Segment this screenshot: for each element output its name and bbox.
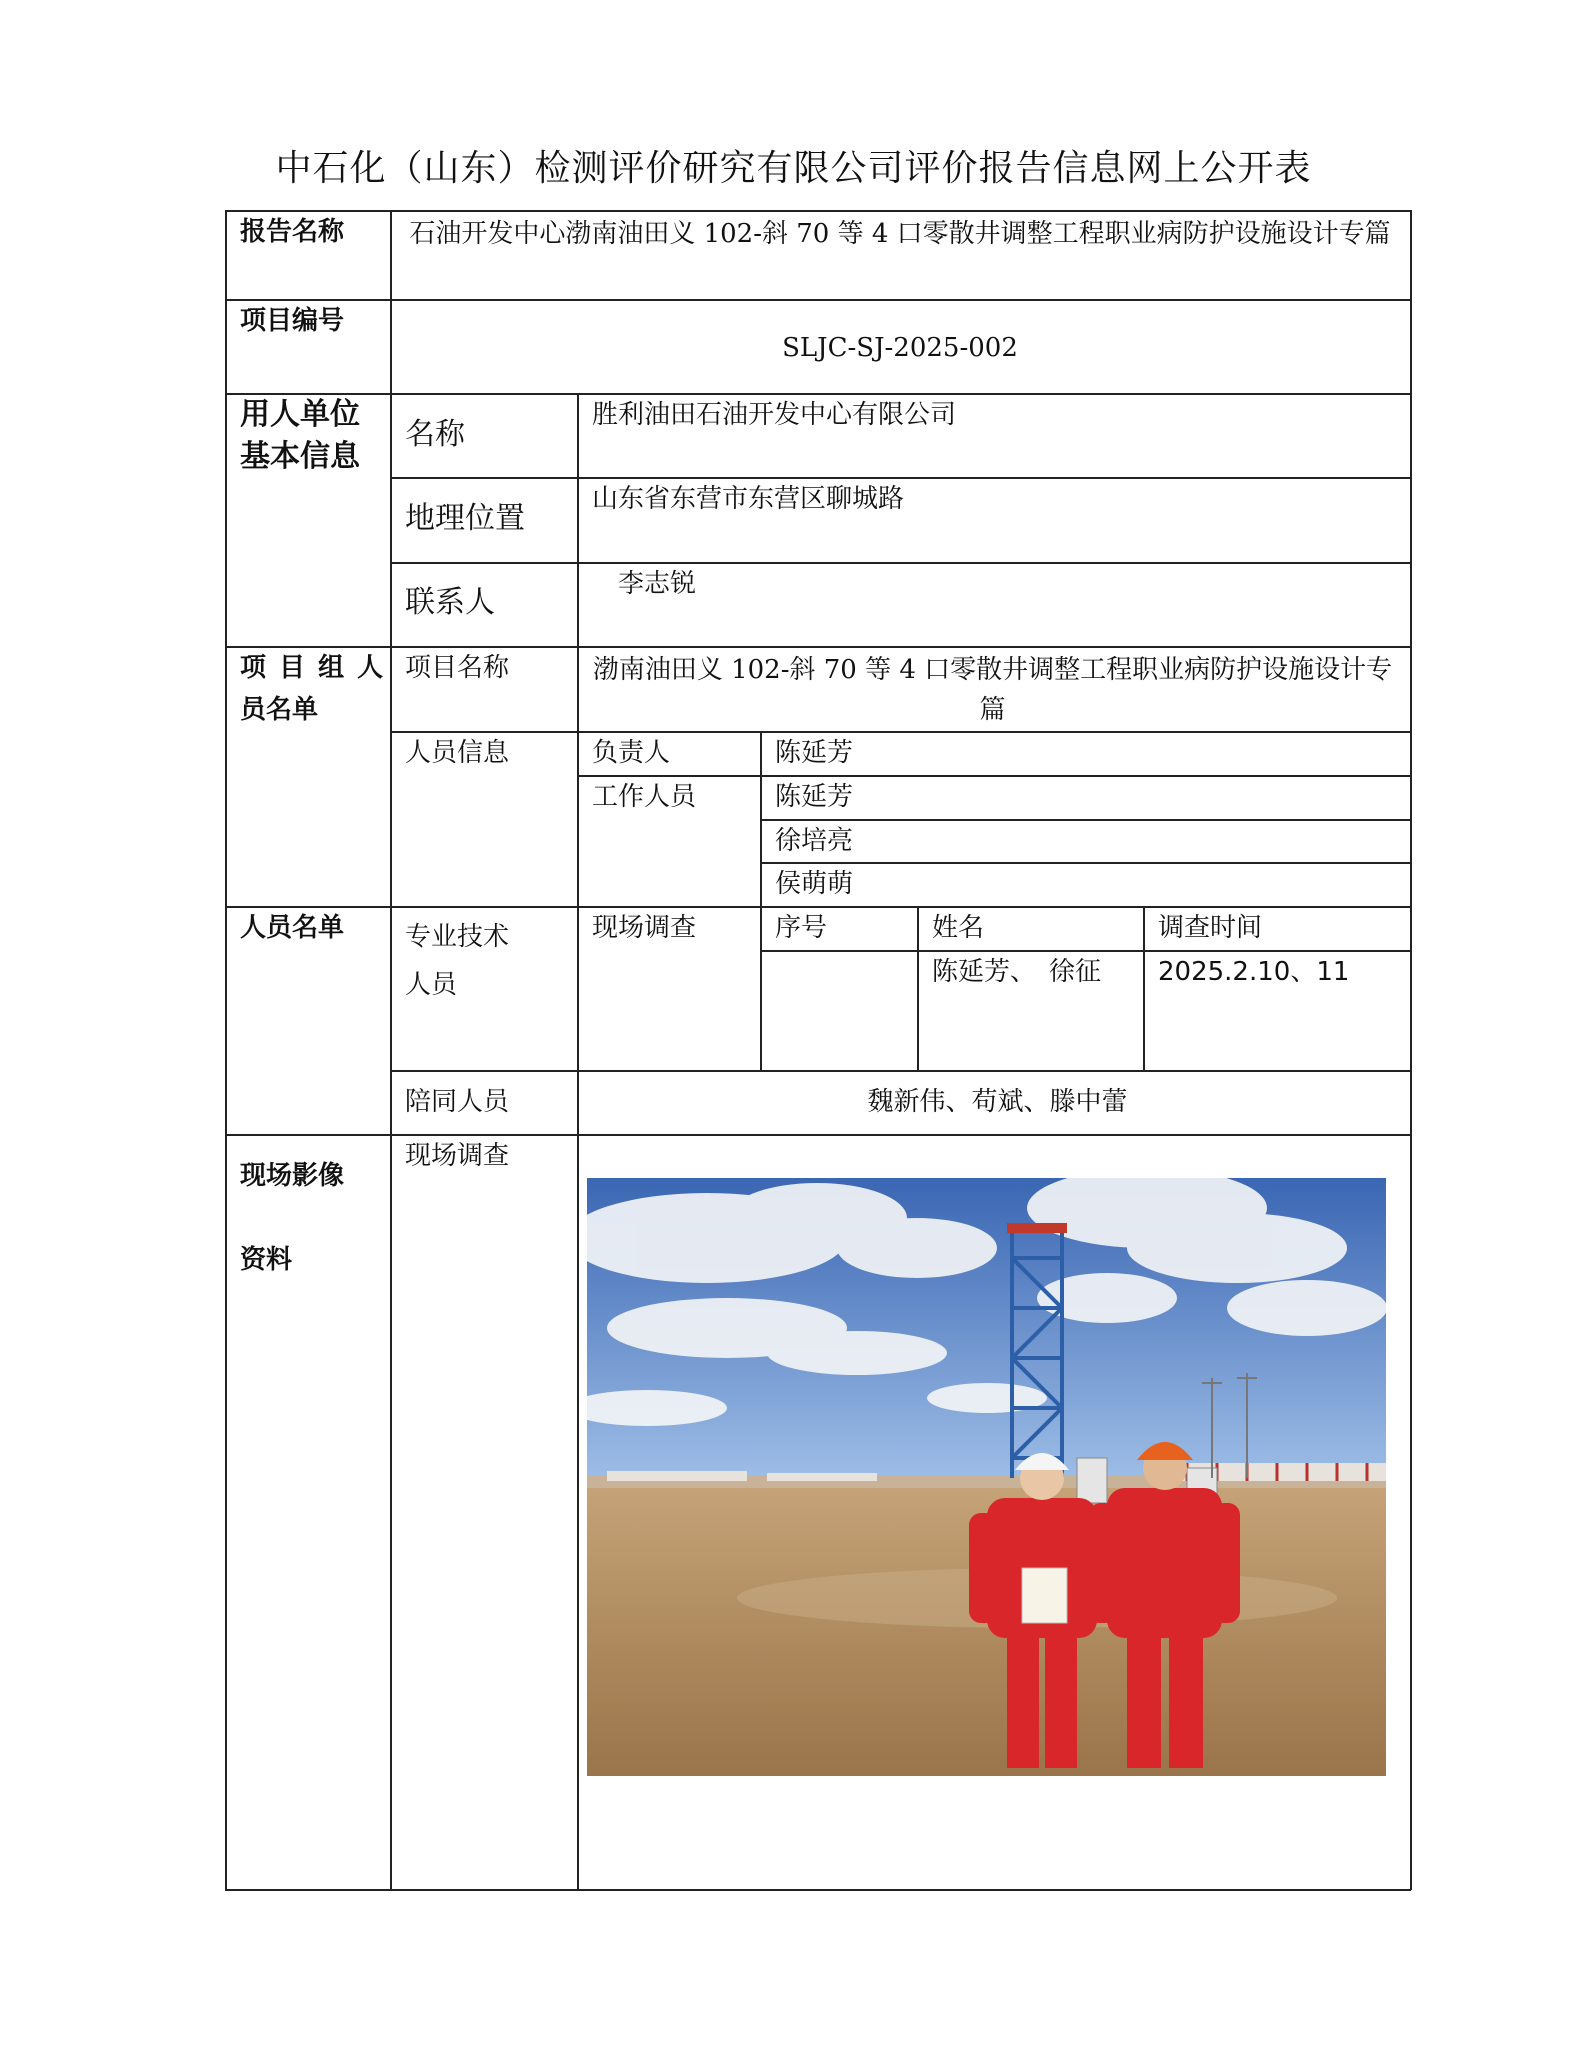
worker-item: 徐培亮 bbox=[775, 826, 854, 856]
site-survey-photo bbox=[587, 1178, 1386, 1776]
images-label-line1: 现场影像 bbox=[240, 1161, 345, 1191]
employer-location-label: 地理位置 bbox=[405, 501, 525, 536]
employer-name-value: 胜利油田石油开发中心有限公司 bbox=[592, 400, 957, 430]
worker-item: 陈延芳 bbox=[775, 782, 854, 812]
team-label-line2: 员名单 bbox=[240, 695, 319, 725]
col-name-header: 姓名 bbox=[932, 913, 985, 943]
leader-value: 陈延芳 bbox=[775, 738, 854, 768]
team-project-name-label: 项目名称 bbox=[405, 653, 510, 683]
col-seq-header: 序号 bbox=[775, 913, 828, 943]
survey-label: 现场调查 bbox=[592, 913, 697, 943]
staff-info-label: 人员信息 bbox=[405, 738, 510, 768]
accompany-value: 魏新伟、苟斌、滕中蕾 bbox=[867, 1087, 1128, 1117]
team-label-line1: 项 目 组 人 bbox=[240, 653, 386, 683]
employer-label-line2: 基本信息 bbox=[240, 439, 360, 474]
worker-item: 侯萌萌 bbox=[775, 869, 854, 899]
images-survey-label: 现场调查 bbox=[405, 1141, 510, 1171]
project-no-value: SLJC-SJ-2025-002 bbox=[782, 333, 1018, 363]
report-name-label: 报告名称 bbox=[240, 217, 345, 247]
page-title: 中石化（山东）检测评价研究有限公司评价报告信息网上公开表 bbox=[275, 148, 1312, 189]
team-project-name-value: 渤南油田义 102-斜 70 等 4 口零散井调整工程职业病防护设施设计专篇 bbox=[592, 655, 1393, 725]
workers-label: 工作人员 bbox=[592, 782, 697, 812]
accompany-label: 陪同人员 bbox=[405, 1087, 510, 1117]
employer-contact-label: 联系人 bbox=[405, 585, 495, 620]
personnel-label: 人员名单 bbox=[240, 913, 345, 943]
tech-label-line2: 人员 bbox=[405, 970, 458, 1000]
col-time-header: 调查时间 bbox=[1158, 913, 1263, 943]
row-time: 2025.2.10、11 bbox=[1158, 957, 1350, 987]
tech-label-line1: 专业技术 bbox=[405, 922, 510, 952]
employer-location-value: 山东省东营市东营区聊城路 bbox=[592, 484, 905, 514]
leader-label: 负责人 bbox=[592, 738, 671, 768]
employer-name-label: 名称 bbox=[405, 417, 465, 452]
report-name-value: 石油开发中心渤南油田义 102-斜 70 等 4 口零散井调整工程职业病防护设施设计专篇 bbox=[409, 219, 1391, 249]
employer-contact-value: 李志锐 bbox=[618, 569, 697, 599]
images-label-line2: 资料 bbox=[240, 1245, 293, 1275]
project-no-label: 项目编号 bbox=[240, 306, 345, 336]
row-name: 陈延芳、 徐征 bbox=[932, 957, 1102, 987]
employer-label-line1: 用人单位 bbox=[240, 397, 360, 432]
